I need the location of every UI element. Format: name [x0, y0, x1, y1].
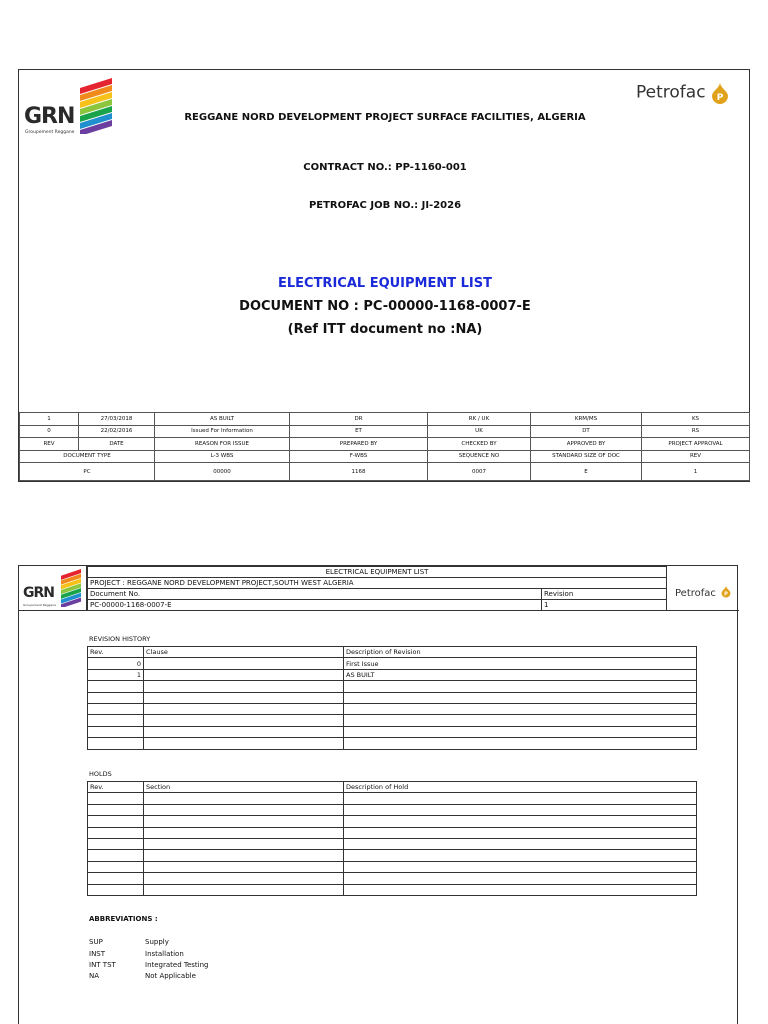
description-cell	[344, 715, 697, 726]
revision-history-row	[88, 715, 697, 726]
hold-rev-header: Rev.	[88, 782, 144, 793]
prepared-header: PREPARED BY	[290, 438, 428, 451]
cover-ref-itt: (Ref ITT document no :NA)	[287, 322, 483, 337]
revision-header-row	[20, 438, 750, 451]
f-wbs-value: 1168	[290, 463, 428, 481]
size-value: E	[531, 463, 642, 481]
hold-description-cell	[344, 850, 697, 861]
description-cell	[344, 692, 697, 703]
holds-row	[88, 861, 697, 872]
prepared-cell: ET	[290, 425, 428, 438]
revision-history-header-row	[88, 647, 697, 658]
hold-section-cell	[144, 816, 344, 827]
rev-cell: 1	[20, 413, 79, 426]
cover-page	[18, 69, 750, 482]
revision-history-row	[88, 738, 697, 749]
approved-header: APPROVED BY	[531, 438, 642, 451]
grn-stripes-icon	[61, 569, 81, 607]
l3-wbs-value: 00000	[155, 463, 290, 481]
cover-revision-table	[19, 412, 750, 481]
rev-header: REV	[20, 438, 79, 451]
hold-description-cell	[344, 804, 697, 815]
clause-cell	[144, 681, 344, 692]
description-header: Description of Revision	[344, 647, 697, 658]
description-cell: First Issue	[344, 658, 697, 669]
petrofac-logo	[636, 82, 729, 104]
clause-cell	[144, 726, 344, 737]
rev-header: Rev.	[88, 647, 144, 658]
rev-cell	[88, 738, 144, 749]
hold-section-cell	[144, 884, 344, 895]
clause-cell	[144, 669, 344, 680]
abbreviation-item	[89, 950, 184, 958]
grn-logo-subtext: Groupement Reggane	[25, 130, 75, 135]
grn-logo-text: GRN	[23, 585, 54, 601]
abbreviation-code: SUP	[89, 938, 103, 946]
petrofac-logo	[675, 581, 731, 600]
rev-cell	[88, 703, 144, 714]
hold-description-cell	[344, 793, 697, 804]
hold-section-cell	[144, 827, 344, 838]
rev-cell	[88, 681, 144, 692]
revision-row	[20, 425, 750, 438]
revision-history-row	[88, 658, 697, 669]
hold-section-cell	[144, 838, 344, 849]
sheet-grn-logo-box	[19, 566, 87, 611]
checked-cell: UK	[428, 425, 531, 438]
document-no-value: PC-00000-1168-0007-E	[88, 600, 542, 611]
hold-rev-cell	[88, 850, 144, 861]
holds-row	[88, 804, 697, 815]
revision-history-label: REVISION HISTORY	[89, 635, 151, 643]
doc-code-header-row	[20, 450, 750, 463]
sequence-header: SEQUENCE NO	[428, 450, 531, 463]
petrofac-logo-text: Petrofac	[675, 588, 716, 599]
holds-row	[88, 873, 697, 884]
sheet-project-line: PROJECT : REGGANE NORD DEVELOPMENT PROJECT,SOUTH WEST ALGERIA	[88, 578, 667, 589]
reason-cell: Issued For Information	[155, 425, 290, 438]
clause-cell	[144, 738, 344, 749]
cover-project-name: REGGANE NORD DEVELOPMENT PROJECT SURFACE FACILITIES, ALGERIA	[184, 112, 586, 123]
doc-type-header: DOCUMENT TYPE	[20, 450, 155, 463]
doc-code-value-row	[20, 463, 750, 481]
revision-history-table	[87, 646, 697, 750]
revision-label: Revision	[542, 589, 667, 600]
approved-cell: KRM/MS	[531, 413, 642, 426]
cover-document-no: DOCUMENT NO : PC-00000-1168-0007-E	[239, 299, 531, 314]
hold-description-cell	[344, 827, 697, 838]
size-header: STANDARD SIZE OF DOC	[531, 450, 642, 463]
reason-header: REASON FOR ISSUE	[155, 438, 290, 451]
holds-row	[88, 884, 697, 895]
petrofac-logo-text: Petrofac	[636, 82, 706, 103]
holds-row	[88, 816, 697, 827]
hold-description-cell	[344, 816, 697, 827]
prepared-cell: DR	[290, 413, 428, 426]
clause-cell	[144, 658, 344, 669]
hold-description-cell	[344, 861, 697, 872]
hold-section-cell	[144, 873, 344, 884]
holds-table	[87, 781, 697, 896]
hold-rev-cell	[88, 816, 144, 827]
rev-cell	[88, 726, 144, 737]
rev-cell: 1	[88, 669, 144, 680]
project-approval-cell: RS	[642, 425, 750, 438]
approved-cell: DT	[531, 425, 642, 438]
reason-cell: AS BUILT	[155, 413, 290, 426]
revision-history-row	[88, 669, 697, 680]
rev-cell	[88, 692, 144, 703]
hold-rev-cell	[88, 861, 144, 872]
abbreviation-meaning: Not Applicable	[145, 972, 196, 980]
checked-header: CHECKED BY	[428, 438, 531, 451]
clause-cell	[144, 703, 344, 714]
description-cell	[344, 726, 697, 737]
doc-type-value: PC	[20, 463, 155, 481]
abbreviation-item	[89, 938, 169, 946]
grn-logo	[23, 569, 83, 609]
revision-history-row	[88, 681, 697, 692]
description-cell	[344, 681, 697, 692]
revision-row	[20, 413, 750, 426]
rev-cell: 0	[20, 425, 79, 438]
abbreviation-code: INT TST	[89, 961, 116, 969]
abbreviation-item	[89, 972, 196, 980]
hold-section-cell	[144, 861, 344, 872]
cover-job-no: PETROFAC JOB NO.: JI-2026	[308, 200, 462, 211]
holds-row	[88, 793, 697, 804]
abbreviation-meaning: Integrated Testing	[145, 961, 209, 969]
grn-stripes-icon	[80, 78, 112, 134]
petrofac-drop-icon	[711, 82, 729, 104]
rev-cell: 0	[88, 658, 144, 669]
grn-logo-text: GRN	[24, 104, 75, 129]
revision-value: 1	[542, 600, 667, 611]
holds-row	[88, 827, 697, 838]
clause-cell	[144, 692, 344, 703]
revision-history-row	[88, 703, 697, 714]
f-wbs-header: F-WBS	[290, 450, 428, 463]
l3-wbs-header: L-3 WBS	[155, 450, 290, 463]
clause-header: Clause	[144, 647, 344, 658]
date-cell: 27/03/2018	[79, 413, 155, 426]
sequence-value: 0007	[428, 463, 531, 481]
hold-rev-cell	[88, 838, 144, 849]
project-approval-cell: KS	[642, 413, 750, 426]
cover-document-title: ELECTRICAL EQUIPMENT LIST	[277, 276, 492, 291]
grn-logo	[24, 78, 114, 138]
date-header: DATE	[79, 438, 155, 451]
doc-rev-header: REV	[642, 450, 750, 463]
doc-rev-value: 1	[642, 463, 750, 481]
holds-row	[88, 850, 697, 861]
description-cell	[344, 703, 697, 714]
revision-history-row	[88, 692, 697, 703]
rev-cell	[88, 715, 144, 726]
abbreviations-title: ABBREVIATIONS :	[89, 915, 158, 923]
revision-history-row	[88, 726, 697, 737]
description-cell	[344, 738, 697, 749]
hold-description-cell	[344, 884, 697, 895]
hold-description-cell	[344, 838, 697, 849]
hold-section-cell	[144, 804, 344, 815]
hold-rev-cell	[88, 793, 144, 804]
hold-description-header: Description of Hold	[344, 782, 697, 793]
hold-description-cell	[344, 873, 697, 884]
sheet-header-title: ELECTRICAL EQUIPMENT LIST	[88, 567, 667, 578]
sheet-header-table	[87, 566, 667, 611]
hold-rev-cell	[88, 804, 144, 815]
abbreviation-item	[89, 961, 209, 969]
hold-section-header: Section	[144, 782, 344, 793]
hold-section-cell	[144, 850, 344, 861]
svg-text:P: P	[724, 591, 728, 598]
cover-contract-no: CONTRACT NO.: PP-1160-001	[303, 162, 467, 173]
date-cell: 22/02/2016	[79, 425, 155, 438]
description-cell: AS BUILT	[344, 669, 697, 680]
revision-sheet	[18, 565, 738, 1024]
abbreviation-meaning: Supply	[145, 938, 169, 946]
sheet-petrofac-logo-box	[666, 566, 739, 611]
svg-text:P: P	[716, 93, 723, 103]
abbreviation-code: INST	[89, 950, 106, 958]
project-approval-header: PROJECT APPROVAL	[642, 438, 750, 451]
grn-logo-subtext: Groupement Reggane	[23, 603, 56, 607]
abbreviation-meaning: Installation	[145, 950, 184, 958]
hold-rev-cell	[88, 884, 144, 895]
holds-label: HOLDS	[89, 770, 112, 778]
holds-row	[88, 838, 697, 849]
petrofac-drop-icon	[721, 585, 731, 598]
clause-cell	[144, 715, 344, 726]
hold-rev-cell	[88, 873, 144, 884]
document-no-label: Document No.	[88, 589, 542, 600]
holds-header-row	[88, 782, 697, 793]
checked-cell: RK / UK	[428, 413, 531, 426]
hold-rev-cell	[88, 827, 144, 838]
hold-section-cell	[144, 793, 344, 804]
abbreviation-code: NA	[89, 972, 100, 980]
